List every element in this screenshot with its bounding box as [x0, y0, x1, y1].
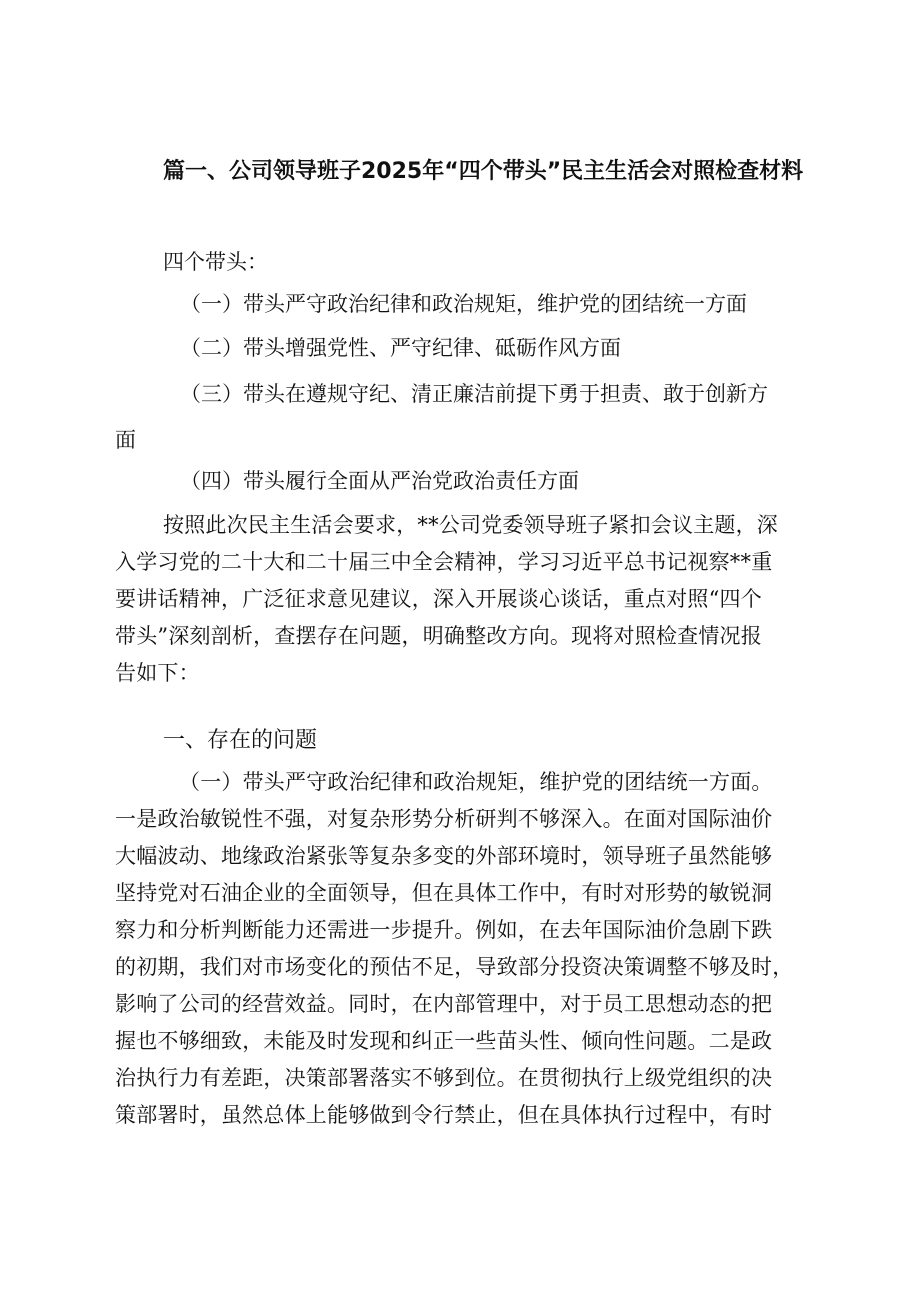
paragraph-line: 要讲话精神，广泛征求意见建议，深入开展谈心谈话，重点对照“四个 [115, 587, 762, 611]
intro-label: 四个带头： [163, 250, 268, 274]
paragraph-line: （一）带头严守政治纪律和政治规矩，维护党的团结统一方面。 [179, 770, 773, 794]
paragraph-line: 大幅波动、地缘政治紧张等复杂多变的外部环境时，领导班子虽然能够 [115, 844, 773, 868]
list-item: （二）带头增强党性、严守纪律、砥砺作风方面 [180, 336, 621, 360]
paragraph-line: 策部署时，虽然总体上能够做到令行禁止，但在具体执行过程中，有时 [115, 1103, 773, 1127]
paragraph-intro [115, 507, 835, 692]
section-heading: 一、存在的问题 [163, 728, 318, 753]
list-item-continuation: 面 [115, 428, 136, 452]
paragraph-line: 按照此次民主生活会要求，**公司党委领导班子紧扣会议主题，深 [163, 513, 778, 537]
list-item: （四）带头履行全面从严治党政治责任方面 [180, 469, 579, 493]
paragraph-line: 入学习党的二十大和二十届三中全会精神，学习习近平总书记视察**重 [115, 550, 773, 574]
paragraph-line: 握也不够细致，未能及时发现和纠正一些苗头性、倾向性问题。二是政 [115, 1029, 773, 1053]
paragraph-line: 的初期，我们对市场变化的预估不足，导致部分投资决策调整不够及时， [115, 955, 794, 979]
paragraph-line: 一是政治敏锐性不强，对复杂形势分析研判不够深入。在面对国际油价 [115, 807, 773, 831]
paragraph-line: 察力和分析判断能力还需进一步提升。例如，在去年国际油价急剧下跌 [115, 918, 773, 942]
paragraph-line: 带头”深刻剖析，查摆存在问题，明确整改方向。现将对照检查情况报 [115, 624, 762, 648]
list-item: （三）带头在遵规守纪、清正廉洁前提下勇于担责、敢于创新方 [180, 382, 768, 406]
list-item: （一）带头严守政治纪律和政治规矩，维护党的团结统一方面 [180, 292, 747, 316]
paragraph-line: 影响了公司的经营效益。同时，在内部管理中，对于员工思想动态的把 [115, 992, 773, 1016]
paragraph-line: 坚持党对石油企业的全面领导，但在具体工作中，有时对形势的敏锐洞 [115, 881, 773, 905]
paragraph-problems [115, 764, 835, 1134]
paragraph-line: 告如下： [115, 661, 200, 685]
document-title: 篇一、公司领导班子2025年“四个带头”民主生活会对照检查材料 [163, 159, 804, 184]
paragraph-line: 治执行力有差距，决策部署落实不够到位。在贯彻执行上级党组织的决 [115, 1066, 773, 1090]
